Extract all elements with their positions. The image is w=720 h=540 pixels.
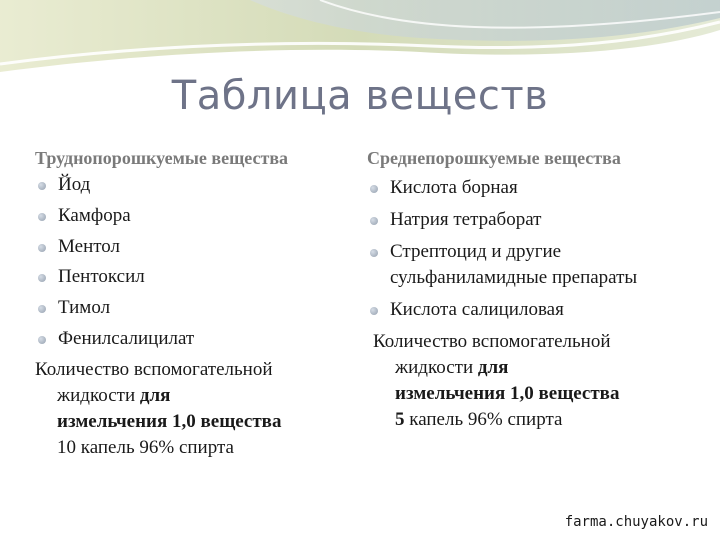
- list-item-label: Ментол: [58, 235, 121, 257]
- list-item-label: Фенилсалицилат: [58, 327, 195, 349]
- list-item: [367, 297, 697, 323]
- list-item: [35, 172, 345, 198]
- page-title: Таблица веществ: [171, 73, 549, 119]
- note-bold-text: для: [477, 357, 509, 378]
- list-item: [35, 326, 345, 352]
- left-column: [35, 148, 345, 461]
- note-line: [35, 383, 345, 409]
- list-item-label: Натрия тетраборат: [390, 209, 542, 230]
- list-item: [367, 207, 697, 233]
- list-item: [367, 175, 697, 201]
- bullet-icon: [38, 336, 46, 344]
- list-item: [35, 295, 345, 321]
- right-column: [367, 148, 697, 433]
- left-note: [35, 357, 345, 461]
- bullet-icon: [370, 249, 378, 257]
- list-item: [35, 264, 345, 290]
- bullet-icon: [38, 182, 46, 190]
- list-item-label: Кислота салициловая: [390, 299, 564, 320]
- list-item-label: Йод: [58, 174, 91, 195]
- list-item-label: Пентоксил: [58, 266, 145, 288]
- note-line: [373, 355, 697, 381]
- list-item-label: Кислота борная: [390, 177, 518, 198]
- list-item-label: Тимол: [58, 297, 111, 319]
- left-column-heading: Труднопорошкуемые вещества: [35, 148, 289, 168]
- left-item-list: [35, 172, 345, 352]
- note-line: Количество вспомогательной: [35, 358, 273, 380]
- bullet-icon: [38, 213, 46, 221]
- note-line: [373, 407, 697, 433]
- right-column-heading: Среднепорошкуемые вещества: [367, 148, 621, 168]
- bullet-icon: [370, 185, 378, 193]
- list-item-label: Стрептоцид и другие сульфаниламидные препараты: [390, 241, 638, 288]
- right-note: [373, 329, 697, 433]
- note-line: [35, 409, 345, 435]
- note-line: Количество вспомогательной: [373, 331, 611, 352]
- bullet-icon: [38, 305, 46, 313]
- note-text: 10 капель 96% спирта: [57, 436, 234, 458]
- bullet-icon: [38, 274, 46, 282]
- list-item: [35, 203, 345, 229]
- source-watermark: farma.chuyakov.ru: [564, 514, 708, 530]
- right-item-list: [367, 175, 697, 323]
- note-bold-text: измельчения 1,0 вещества: [395, 383, 620, 404]
- note-bold-text: измельчения 1,0 вещества: [57, 410, 282, 432]
- bullet-icon: [370, 307, 378, 315]
- note-bold-text: 5: [395, 409, 405, 430]
- note-text: жидкости: [395, 357, 478, 378]
- note-text: капель 96% спирта: [404, 409, 563, 430]
- note-text: жидкости: [57, 384, 140, 406]
- note-line: [35, 435, 345, 461]
- list-item: [35, 234, 345, 260]
- note-bold-text: для: [139, 384, 171, 406]
- list-item-label: Камфора: [58, 204, 131, 226]
- bullet-icon: [38, 244, 46, 252]
- note-line: [373, 381, 697, 407]
- list-item: [367, 239, 697, 291]
- bullet-icon: [370, 217, 378, 225]
